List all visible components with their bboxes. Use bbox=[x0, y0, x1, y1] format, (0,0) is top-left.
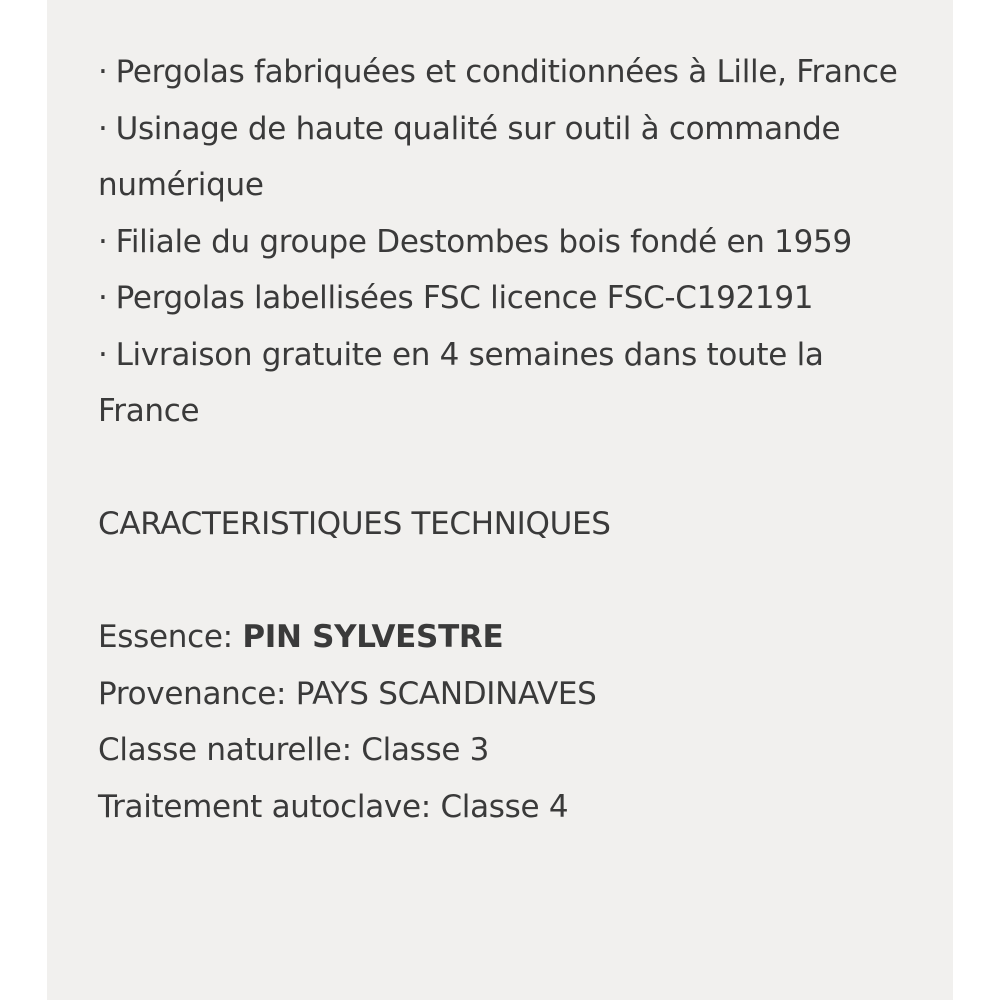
product-description bbox=[98, 44, 918, 835]
spec-label: Provenance: bbox=[98, 675, 287, 712]
spec-list bbox=[98, 609, 918, 835]
list-item bbox=[98, 44, 918, 101]
spec-row-classe-naturelle bbox=[98, 722, 918, 779]
spec-row-traitement bbox=[98, 779, 918, 836]
section-heading: CARACTERISTIQUES TECHNIQUES bbox=[98, 506, 611, 542]
feature-list bbox=[98, 44, 918, 440]
list-item bbox=[98, 327, 918, 440]
list-item bbox=[98, 101, 918, 214]
feature-text: Usinage de haute qualité sur outil à commande numérique bbox=[98, 110, 841, 203]
list-item bbox=[98, 270, 918, 327]
spec-value: PAYS SCANDINAVES bbox=[295, 675, 597, 712]
spec-label: Classe naturelle: bbox=[98, 732, 352, 768]
bullet-dot: · bbox=[98, 336, 108, 373]
bullet-dot: · bbox=[98, 54, 108, 90]
bullet-dot: · bbox=[98, 110, 108, 147]
spec-value: Classe 3 bbox=[361, 732, 490, 768]
spec-label: Traitement autoclave: bbox=[98, 788, 431, 825]
bullet-dot: · bbox=[98, 223, 108, 260]
list-item bbox=[98, 214, 918, 271]
bullet-dot: · bbox=[98, 280, 108, 316]
spec-row-essence bbox=[98, 609, 918, 666]
feature-text: Pergolas fabriquées et conditionnées à Lille, France bbox=[115, 54, 898, 90]
feature-text: Filiale du groupe Destombes bois fondé en 1959 bbox=[115, 223, 852, 260]
spec-value: Classe 4 bbox=[440, 788, 569, 825]
spec-row-provenance bbox=[98, 666, 918, 723]
spec-label: Essence: bbox=[98, 619, 233, 655]
feature-text: Pergolas labellisées FSC licence FSC-C192191 bbox=[115, 280, 814, 316]
feature-text: Livraison gratuite en 4 semaines dans toute la France bbox=[98, 336, 824, 429]
spec-value: PIN SYLVESTRE bbox=[242, 619, 504, 655]
